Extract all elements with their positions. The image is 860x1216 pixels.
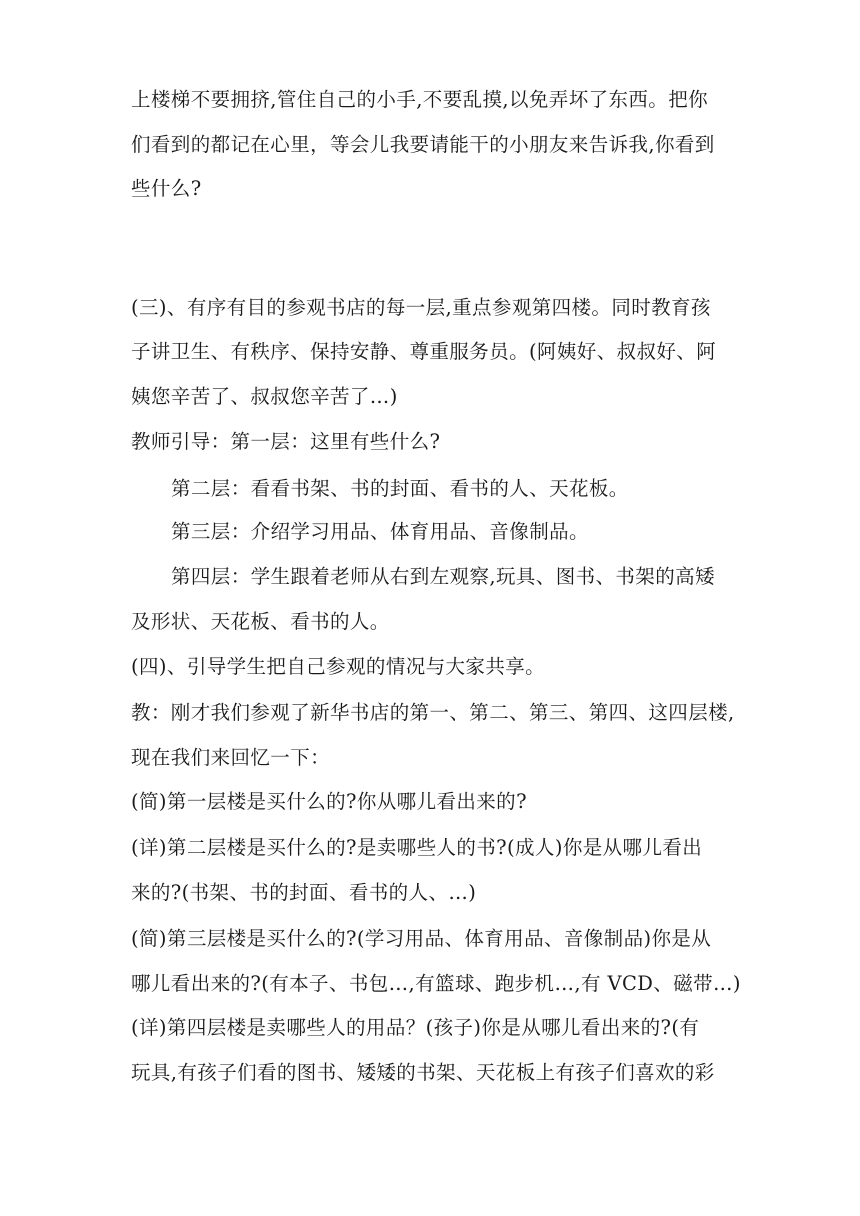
- text-line: 上楼梯不要拥挤,管住自己的小手,不要乱摸,以免弄坏了东西。把你: [131, 88, 708, 111]
- text-line: 子讲卫生、有秩序、保持安静、尊重服务员。(阿姨好、叔叔好、阿: [131, 340, 717, 363]
- text-line: 教：刚才我们参观了新华书店的第一、第二、第三、第四、这四层楼,: [131, 701, 735, 724]
- text-line: 及形状、天花板、看书的人。: [131, 610, 390, 633]
- text-line: 第四层：学生跟着老师从右到左观察,玩具、图书、书架的高矮: [171, 565, 715, 588]
- text-line: 教师引导：第一层：这里有些什么?: [131, 430, 441, 453]
- text-line: 第二层：看看书架、书的封面、看书的人、天花板。: [171, 477, 629, 500]
- text-line: 第三层：介绍学习用品、体育用品、音像制品。: [171, 520, 589, 543]
- section-heading: (三)、有序有目的参观书店的每一层,重点参观第四楼。同时教育孩: [131, 296, 711, 319]
- text-line: 哪儿看出来的?(有本子、书包…,有篮球、跑步机…,有 VCD、磁带…): [131, 972, 741, 995]
- text-line: 些什么?: [131, 177, 202, 200]
- text-line: 玩具,有孩子们看的图书、矮矮的书架、天花板上有孩子们喜欢的彩: [131, 1061, 715, 1084]
- text-line: (简)第一层楼是买什么的?你从哪儿看出来的?: [131, 790, 527, 813]
- text-line: 们看到的都记在心里，等会儿我要请能干的小朋友来告诉我,你看到: [131, 133, 715, 156]
- text-line: (简)第三层楼是买什么的?(学习用品、体育用品、音像制品)你是从: [131, 927, 712, 950]
- text-line: 姨您辛苦了、叔叔您辛苦了…): [131, 385, 398, 408]
- text-line: (详)第四层楼是卖哪些人的用品？(孩子)你是从哪儿看出来的?(有: [131, 1016, 700, 1039]
- section-heading: (四)、引导学生把自己参观的情况与大家共享。: [131, 655, 546, 678]
- text-line: (详)第二层楼是买什么的?是卖哪些人的书?(成人)你是从哪儿看出: [131, 836, 703, 859]
- text-line: 现在我们来回忆一下：: [131, 746, 331, 769]
- text-line: 来的?(书架、书的封面、看书的人、…): [131, 881, 477, 904]
